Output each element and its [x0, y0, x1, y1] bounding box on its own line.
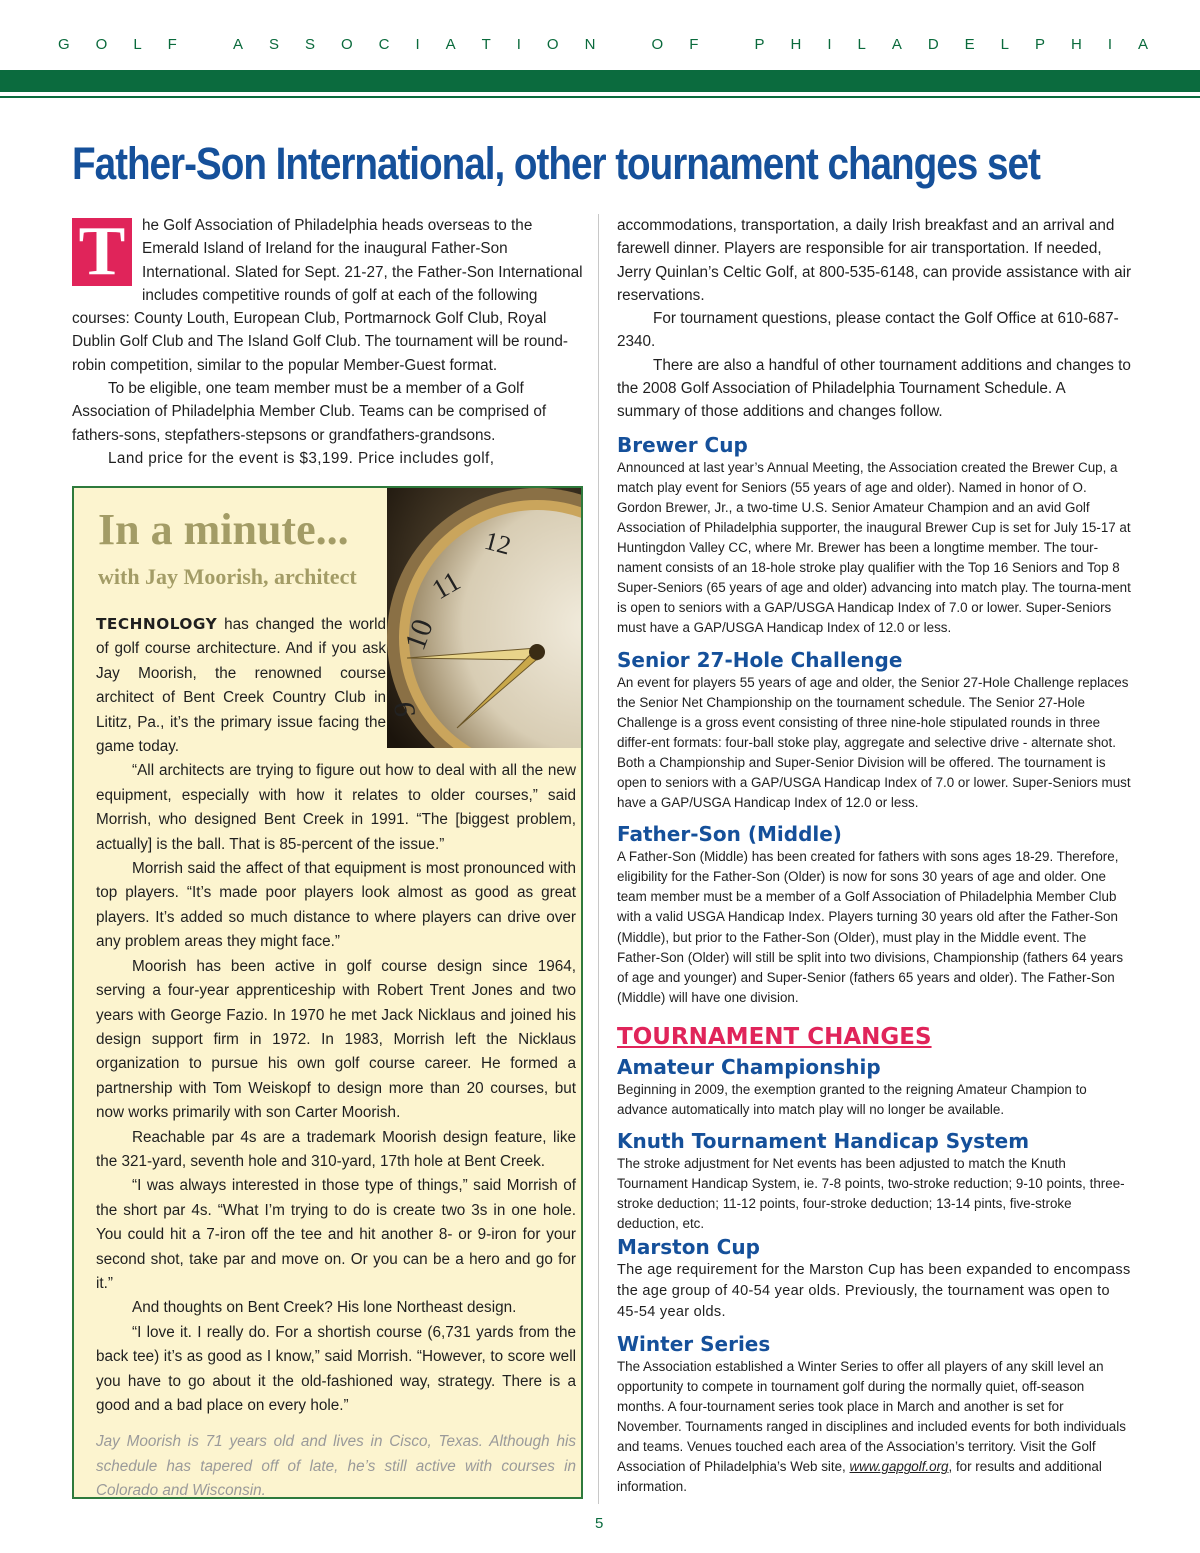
- right-paragraph-1: accommodations, transportation, a daily Irish breakfast and an arrival and farewell dinner. Players are responsible for air transportation. If needed, Jerry Quinlan’s Celtic Golf, at 800-535-6148, can provide assistance with air reservations.: [617, 217, 1132, 304]
- masthead-letter: H: [1070, 36, 1082, 53]
- masthead-letter: S: [268, 36, 279, 53]
- masthead-letter: A: [232, 36, 243, 53]
- left-column: [72, 214, 584, 470]
- masthead-letter: [724, 36, 728, 53]
- right-column: [617, 214, 1132, 1498]
- masthead-letter: T: [481, 36, 491, 53]
- masthead-letter: O: [651, 36, 664, 53]
- winter-series-tail: , for results and additional information.: [617, 1459, 1102, 1495]
- masthead-letter: A: [445, 36, 456, 53]
- masthead-letter: D: [927, 36, 939, 53]
- masthead-letter: G: [58, 36, 70, 53]
- masthead: [58, 36, 1148, 53]
- masthead-rule: [0, 96, 1200, 98]
- svg-text:12: 12: [481, 525, 515, 561]
- masthead-letter: F: [167, 36, 177, 53]
- tournament-changes-heading: TOURNAMENT CHANGES: [617, 1023, 932, 1050]
- drop-cap: T: [72, 218, 132, 286]
- sidebar-paragraph-3: Morrish said the affect of that equipment is most pronounced with top players. “It’s made poor players look almost as good as great players. It’s added so much distance to where players can drive over any problem areas they might face.”: [96, 860, 576, 951]
- masthead-letter: F: [689, 36, 699, 53]
- svg-text:10: 10: [398, 614, 440, 655]
- sidebar-body: [96, 612, 576, 1504]
- masthead-letter: I: [827, 36, 832, 53]
- masthead-letter: O: [546, 36, 559, 53]
- svg-text:11: 11: [427, 565, 466, 607]
- sidebar-subtitle: with Jay Moorish, architect: [98, 564, 357, 589]
- masthead-letter: P: [1034, 36, 1045, 53]
- masthead-letter: O: [95, 36, 108, 53]
- left-paragraph-1: he Golf Association of Philadelphia heads overseas to the Emerald Island of Ireland for the inaugural Father-Son International. Slated for Sept. 21-27, the Father-Son International includes competitive rounds of golf at each of the following courses: County Louth, European Club, Portmarnock Golf Club, Royal Dublin Golf Club and The Island Golf Club. The tournament will be round-robin competition, similar to the popular Member-Guest format.: [72, 217, 583, 374]
- amateur-championship-heading: Amateur Championship: [617, 1054, 881, 1079]
- sidebar-footer: Jay Moorish is 71 years old and lives in Cisco, Texas. Although his schedule has tapered off of late, he’s still active with courses in Colorado and Wisconsin.: [96, 1433, 576, 1500]
- masthead-letter: [621, 36, 625, 53]
- winter-series-text: The Association established a Winter Series to offer all players of any skill level an opportunity to compete in tournament golf during the normally quiet, off-season months. A four-tournament series took place in March and another is set for November. Tournaments ranged in disciplines and included events for both individuals and teams. Venues touched each area of the Association’s territory. Visit the Golf Association of Philadelphia’s Web site,: [617, 1358, 1126, 1475]
- masthead-letter: S: [304, 36, 315, 53]
- winter-series-heading: Winter Series: [617, 1331, 771, 1356]
- masthead-letter: N: [584, 36, 596, 53]
- sidebar-lead-word: TECHNOLOGY: [96, 615, 218, 633]
- interview-sidebar: [72, 486, 583, 1499]
- masthead-letter: O: [340, 36, 353, 53]
- masthead-letter: I: [415, 36, 420, 53]
- page-number: 5: [595, 1515, 604, 1532]
- father-son-middle-body: A Father-Son (Middle) has been created for fathers with sons ages 18-29. Therefore, eligibility for the Father-Son (Older) is now for sons 30 years of age and older. One team member must be a member of a Golf Association of Philadelphia Member Club with a valid USGA Handicap Index. Players turning 30 years old after the Father-Son (Middle), but prior to the Father-Son (Older), must play in the Middle event. The Father-Son (Older) will still be split into two divisions, Championship (fathers 64 years of age and younger) and Super-Senior (fathers 65 years and older). The Father-Son (Middle) will have one division.: [617, 849, 1124, 1005]
- knuth-body: The stroke adjustment for Net events has been adjusted to match the Knuth Tournament Handicap System, ie. 7-8 points, two-stroke reduction; 9-10 points, three-stroke deduction; 11-12 points, four-stroke deduction; 13-14 pints, five-stroke deduction, etc.: [617, 1156, 1125, 1232]
- masthead-letter: H: [790, 36, 802, 53]
- knuth-heading: Knuth Tournament Handicap System: [617, 1129, 1030, 1154]
- father-son-middle-heading: Father-Son (Middle): [617, 822, 842, 847]
- sidebar-paragraph-7: And thoughts on Bent Creek? His lone Northeast design.: [132, 1299, 517, 1317]
- left-paragraph-3: Land price for the event is $3,199. Price includes golf,: [108, 449, 495, 467]
- winter-series-body: [617, 1357, 1132, 1498]
- headline: Father-Son International, other tournament changes set: [72, 138, 1040, 189]
- right-paragraph-2: For tournament questions, please contact the Golf Office at 610-687-2340.: [617, 310, 1119, 351]
- sidebar-paragraph-1: [96, 612, 386, 759]
- masthead-letter: I: [516, 36, 521, 53]
- masthead-letter: I: [1107, 36, 1112, 53]
- masthead-bar: [0, 70, 1200, 92]
- svg-text:9: 9: [387, 700, 422, 719]
- masthead-letter: L: [857, 36, 866, 53]
- column-divider: [598, 214, 599, 1504]
- masthead-letter: L: [133, 36, 142, 53]
- gapgolf-link[interactable]: www.gapgolf.org: [849, 1459, 949, 1475]
- masthead-letter: L: [1000, 36, 1009, 53]
- sidebar-paragraph-4: Moorish has been active in golf course design since 1964, serving a four-year apprenticeship with Robert Trent Jones and two years with George Fazio. In 1970 he met Jack Nicklaus and joined his design support firm in 1972. In 1983, Morrish left the Nicklaus organization to pursue his own golf course career. He formed a partnership with Tom Weiskopf to design more than 20 courses, but now works primarily with son Carter Moorish.: [96, 957, 576, 1122]
- sidebar-paragraph-8: “I love it. I really do. For a shortish course (6,731 yards from the back tee) it’s as good as I know,” said Morrish. “However, to score well you have to go about it the old-fashioned way, strategy. There is a good and a bad place on every hole.”: [96, 1323, 576, 1414]
- masthead-letter: C: [378, 36, 390, 53]
- masthead-letter: [203, 36, 207, 53]
- masthead-letter: E: [964, 36, 975, 53]
- sidebar-paragraph-2: “All architects are trying to figure out how to deal with all the new equipment, especially with how it relates to older courses,” said Morrish, who designed Bent Creek in 1991. “The [biggest problem, actually] is the ball. That is 85-percent of the issue.”: [96, 762, 576, 853]
- sidebar-title: In a minute...: [98, 505, 349, 554]
- sidebar-paragraph-5: Reachable par 4s are a trademark Moorish design feature, like the 321-yard, seventh hole and 310-yard, 17th hole at Bent Creek.: [96, 1128, 576, 1170]
- masthead-letter: A: [891, 36, 902, 53]
- amateur-championship-body: Beginning in 2009, the exemption granted to the reigning Amateur Champion to advance automatically into match play will no longer be available.: [617, 1081, 1087, 1118]
- marston-cup-body: The age requirement for the Marston Cup has been expanded to encompass the age group of 40-54 year olds. Previously, the tournament was open to 45-54 year olds.: [617, 1262, 1131, 1321]
- brewer-cup-heading: Brewer Cup: [617, 432, 748, 457]
- right-paragraph-3: There are also a handful of other tournament additions and changes to the 2008 Golf Association of Philadelphia Tournament Schedule. A summary of those additions and changes follow.: [617, 356, 1131, 421]
- sidebar-paragraph-1-text: has changed the world of golf course architecture. And if you ask Jay Moorish, the renowned course architect of Bent Creek Country Club in Lititz, Pa., it’s the primary issue facing the game today.: [96, 616, 386, 756]
- sidebar-paragraph-6: “I was always interested in those type of things,” said Morrish of the short par 4s. “What I’m trying to do is create two 3s in one hole. You could hit a 7-iron off the tee and hit another 8- or 9-iron for your second shot, take par and move on. Or you can be a hero and go for it.”: [96, 1177, 576, 1292]
- marston-cup-heading: Marston Cup: [617, 1235, 760, 1260]
- senior-challenge-heading: Senior 27-Hole Challenge: [617, 647, 903, 672]
- senior-challenge-body: An event for players 55 years of age and older, the Senior 27-Hole Challenge replaces the Senior Net Championship on the tournament schedule. The Senior 27-Hole Challenge is a gross event consisting of three nine-hole stipulated rounds in three differ-ent formats: four-ball stoke play, aggregate and selective drive - alternate shot. Both a Championship and Super-Senior Division will be offered. The tournament is open to seniors with a GAP/USGA Handicap Index of 7.0 or lower. Super-Seniors must have a GAP/USGA Handicap Index of 12.0 or less.: [617, 674, 1131, 811]
- left-paragraph-2: To be eligible, one team member must be a member of a Golf Association of Philadelphia Member Club. Teams can be comprised of fathers-sons, stepfathers-stepsons or grandfathers-grandsons.: [72, 380, 547, 444]
- masthead-letter: A: [1137, 36, 1148, 53]
- masthead-letter: P: [754, 36, 765, 53]
- brewer-cup-body: Announced at last year’s Annual Meeting, the Association created the Brewer Cup, a match play event for Seniors (55 years of age and older). Named in honor of O. Gordon Brewer, Jr., a two-time U.S. Senior Amateur Champion and an avid Golf Association of Philadelphia supporter, the inaugural Brewer Cup is set for July 15-17 at Huntingdon Valley CC, where Mr. Brewer has been a longtime member. The tour-nament consists of an 18-hole stroke play qualifier with the Top 16 Seniors and Top 8 Super-Seniors (65 years of age and older) advancing into match play. The tourna-ment is open to seniors with a GAP/USGA Handicap Index of 7.0 or lower. Super-Seniors must have a GAP/USGA Handicap Index of 12.0 or less.: [617, 459, 1131, 636]
